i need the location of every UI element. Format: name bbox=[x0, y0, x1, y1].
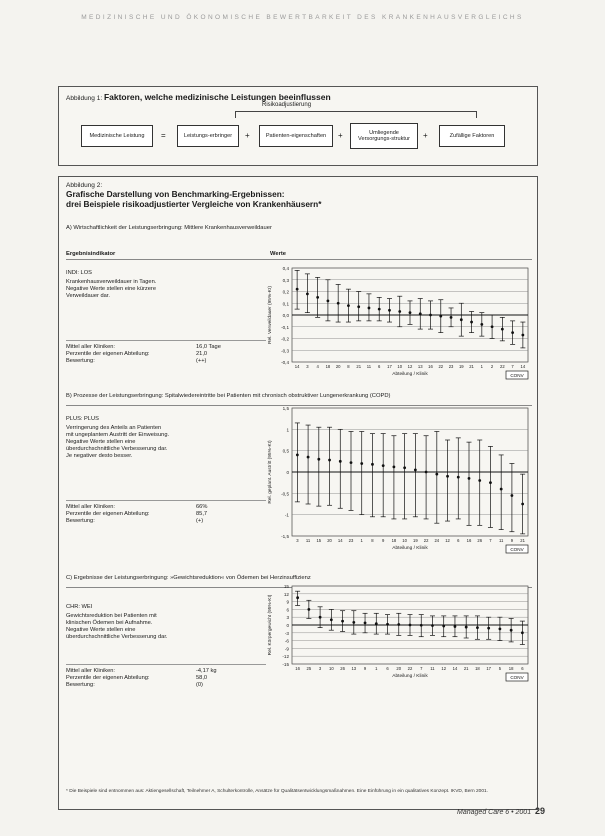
y-tick-label: -0,5 bbox=[281, 491, 289, 497]
data-point bbox=[480, 323, 483, 326]
data-point bbox=[442, 625, 445, 628]
data-point bbox=[341, 620, 344, 623]
operator-plus-1: + bbox=[245, 131, 250, 140]
x-tick-label: 2 bbox=[490, 364, 494, 369]
x-tick-label: 5 bbox=[498, 666, 502, 671]
x-tick-label: 9 bbox=[382, 538, 385, 543]
panel-a-description bbox=[66, 270, 266, 300]
x-tick-label: 6 bbox=[386, 666, 389, 671]
risk-adjustment-bracket bbox=[235, 111, 477, 118]
factor-box-provider: Leistungs-erbringer bbox=[177, 125, 239, 147]
y-tick-label: 1,5 bbox=[282, 406, 289, 411]
x-tick-label: 13 bbox=[417, 364, 423, 369]
data-point bbox=[465, 626, 468, 629]
page-number: 29 bbox=[534, 806, 545, 816]
data-point bbox=[357, 305, 360, 308]
data-point bbox=[347, 304, 350, 307]
data-point bbox=[420, 624, 423, 627]
data-point bbox=[388, 309, 391, 312]
data-point bbox=[328, 459, 331, 462]
x-tick-label: 12 bbox=[445, 538, 450, 543]
x-tick-label: 7 bbox=[489, 538, 492, 543]
data-point bbox=[296, 454, 299, 457]
panel-b bbox=[66, 405, 532, 562]
y-tick-label: -12 bbox=[282, 654, 289, 660]
x-tick-label: 18 bbox=[475, 666, 480, 671]
data-point bbox=[454, 625, 457, 628]
panel-b-code: PLUS: PLUS bbox=[66, 416, 99, 422]
data-point bbox=[371, 463, 374, 466]
data-point bbox=[330, 618, 333, 621]
data-point bbox=[398, 310, 401, 313]
y-tick-label: -3 bbox=[284, 630, 289, 636]
operator-plus-3: + bbox=[423, 131, 428, 140]
x-tick-label: 19 bbox=[458, 364, 464, 369]
x-tick-label: 11 bbox=[499, 538, 504, 543]
x-tick-label: 11 bbox=[305, 538, 311, 543]
x-tick-label: 15 bbox=[316, 538, 322, 543]
y-axis-label: Rel. Verweildauer (95%-KI) bbox=[268, 286, 273, 344]
data-point bbox=[319, 616, 322, 619]
y-tick-label: 0 bbox=[286, 470, 289, 475]
x-tick-label: 20 bbox=[327, 538, 332, 543]
risk-adjustment-label: Risikoadjustierung bbox=[262, 102, 312, 108]
data-point bbox=[478, 479, 481, 482]
data-point bbox=[460, 318, 463, 321]
x-tick-label: 21 bbox=[469, 364, 474, 369]
stat-value: (++) bbox=[196, 358, 207, 364]
figure-1-heading bbox=[59, 87, 537, 102]
x-tick-label: 10 bbox=[402, 538, 407, 543]
data-point bbox=[382, 464, 385, 467]
chart-los bbox=[262, 262, 534, 384]
x-tick-label: 6 bbox=[378, 364, 381, 369]
panel-a-desc-line: Negative Werte stellen eine kürzere bbox=[66, 286, 156, 292]
data-point bbox=[439, 315, 442, 318]
x-tick-label: 14 bbox=[520, 364, 526, 369]
x-tick-label: 3 bbox=[318, 666, 322, 671]
x-tick-label: 11 bbox=[430, 666, 435, 671]
stat-value: 16,0 Tage bbox=[196, 344, 221, 350]
data-point bbox=[419, 312, 422, 315]
x-tick-label: 8 bbox=[347, 364, 350, 369]
journal-name: Managed Care 6 • 2001 bbox=[457, 809, 532, 816]
panel-b-desc-line: Verringerung des Anteils an Patienten bbox=[66, 425, 162, 431]
stat-label: Mittel aller Kliniken: bbox=[66, 504, 115, 510]
x-tick-label: 4 bbox=[316, 364, 319, 369]
data-point bbox=[307, 456, 310, 459]
data-point bbox=[487, 627, 490, 630]
x-tick-label: 21 bbox=[463, 666, 469, 671]
figure-2-footnote: * Die Beispiele sind entnommen aus: Aktiengesellschaft, Teilnehmer A, Schulterkontrolle, Ansätze für Qualitätsentwicklungsmaßnahmen. Eine Einführung in ein qualitatives Konzept. IKVD, Bern 2001. bbox=[66, 789, 489, 794]
data-point bbox=[403, 466, 406, 469]
factor-box-random: Zufällige Faktoren bbox=[439, 125, 505, 147]
x-tick-label: 24 bbox=[434, 538, 440, 543]
column-header-values: Werte bbox=[270, 251, 287, 257]
y-tick-label: 1 bbox=[286, 427, 289, 433]
y-axis-label: Rel. geplant. Austritt (95%-KI) bbox=[268, 440, 273, 504]
y-tick-label: -0,4 bbox=[281, 360, 289, 365]
panel-b-desc-line: überdurchschnittliche Verbesserung dar. bbox=[66, 446, 168, 452]
data-point bbox=[429, 314, 432, 317]
x-tick-label: 11 bbox=[366, 364, 372, 369]
data-point bbox=[425, 471, 428, 474]
x-tick-label: 14 bbox=[337, 538, 343, 543]
data-point bbox=[510, 629, 513, 632]
figure-2-heading bbox=[66, 182, 532, 209]
data-point bbox=[316, 296, 319, 299]
data-point bbox=[409, 624, 412, 627]
data-point bbox=[431, 624, 434, 627]
data-point bbox=[491, 325, 494, 328]
y-tick-label: -15 bbox=[282, 662, 289, 667]
stat-value: 85,7 bbox=[196, 511, 208, 517]
panel-c-desc-line: klinischen Ödemen bei Aufnahme. bbox=[66, 620, 153, 626]
x-tick-label: 23 bbox=[448, 364, 454, 369]
data-point bbox=[501, 328, 504, 331]
x-tick-label: 21 bbox=[520, 538, 525, 543]
chart-weight bbox=[262, 580, 534, 686]
data-point bbox=[350, 461, 353, 464]
data-point bbox=[296, 288, 299, 291]
panel-a-desc-line: Verweildauer dar. bbox=[66, 293, 110, 299]
data-point bbox=[489, 481, 492, 484]
y-axis-label: Rel. Körpergewicht (95%-KI) bbox=[268, 594, 273, 656]
stat-label: Perzentile der eigenen Abteilung: bbox=[66, 675, 150, 681]
data-point bbox=[499, 628, 502, 631]
data-point bbox=[327, 300, 330, 303]
y-tick-label: -0,2 bbox=[281, 336, 289, 342]
y-tick-label: 0,1 bbox=[282, 301, 289, 307]
data-point bbox=[339, 460, 342, 463]
y-tick-label: -1,5 bbox=[281, 534, 289, 539]
y-tick-label: 0,2 bbox=[282, 289, 289, 295]
x-tick-label: 18 bbox=[325, 364, 331, 369]
x-tick-label: 18 bbox=[508, 666, 514, 671]
data-point bbox=[521, 334, 524, 337]
conv-button-label: CONV bbox=[510, 547, 524, 552]
panel-c bbox=[66, 584, 532, 784]
x-tick-label: 22 bbox=[500, 364, 505, 369]
stat-value: -4,17 kg bbox=[196, 668, 217, 674]
x-axis-label: Abteilung / Klinik bbox=[392, 674, 428, 679]
y-tick-label: 12 bbox=[283, 591, 289, 597]
data-point bbox=[375, 622, 378, 625]
data-point bbox=[296, 596, 299, 599]
panel-b-desc-line: Negative Werte stellen eine bbox=[66, 439, 136, 445]
panel-a bbox=[66, 259, 532, 388]
y-tick-label: -6 bbox=[284, 638, 289, 644]
factor-box-care-structure: Umliegende Versorgungs-struktur bbox=[350, 123, 418, 149]
figure-2-title-line2: drei Beispiele risikoadjustierter Vergleiche von Krankenhäusern* bbox=[66, 199, 322, 209]
y-tick-label: 9 bbox=[286, 599, 289, 605]
data-point bbox=[457, 476, 460, 479]
data-point bbox=[435, 473, 438, 476]
data-point bbox=[397, 623, 400, 626]
running-head: MEDIZINISCHE UND ÖKONOMISCHE BEWERTBARKEIT DES KRANKENHAUSVERGLEICHS bbox=[81, 14, 524, 21]
y-tick-label: 6 bbox=[286, 607, 289, 613]
x-tick-label: 20 bbox=[335, 364, 341, 369]
y-tick-label: 3 bbox=[286, 615, 289, 621]
x-tick-label: 22 bbox=[438, 364, 444, 369]
factor-box-medical-service: Medizinische Leistung bbox=[81, 125, 153, 147]
conv-button-label: CONV bbox=[510, 675, 524, 680]
chart-copd bbox=[262, 402, 534, 558]
x-tick-label: 17 bbox=[387, 364, 392, 369]
x-tick-label: 16 bbox=[428, 364, 433, 369]
data-point bbox=[470, 321, 473, 324]
x-tick-label: 1 bbox=[480, 364, 483, 369]
x-tick-label: 22 bbox=[407, 666, 413, 671]
data-point bbox=[352, 621, 355, 624]
y-tick-label: 15 bbox=[283, 584, 289, 589]
panel-a-stats bbox=[66, 344, 266, 365]
data-point bbox=[414, 468, 417, 471]
x-axis-label: Abteilung / Klinik bbox=[392, 546, 428, 551]
x-tick-label: 3 bbox=[296, 538, 299, 543]
figure-2-label: Abbildung 2: bbox=[66, 182, 103, 189]
x-tick-label: 18 bbox=[391, 538, 397, 543]
panel-b-divider bbox=[66, 500, 266, 501]
x-tick-label: 20 bbox=[396, 666, 402, 671]
data-point bbox=[409, 311, 412, 314]
stat-label: Mittel aller Kliniken: bbox=[66, 344, 115, 350]
stat-label: Bewertung: bbox=[66, 518, 95, 524]
data-point bbox=[368, 307, 371, 310]
x-tick-label: 10 bbox=[328, 666, 334, 671]
data-point bbox=[446, 475, 449, 478]
y-tick-label: -0,1 bbox=[281, 324, 289, 330]
x-tick-label: 14 bbox=[294, 364, 300, 369]
x-tick-label: 26 bbox=[340, 666, 345, 671]
stat-label: Bewertung: bbox=[66, 682, 95, 688]
data-point bbox=[317, 458, 320, 461]
data-point bbox=[476, 626, 479, 629]
x-tick-label: 8 bbox=[371, 538, 374, 543]
panel-c-desc-line: Gewichtsreduktion bei Patienten mit bbox=[66, 613, 157, 619]
figure-2-box bbox=[58, 176, 538, 810]
panel-c-divider bbox=[66, 664, 266, 665]
panel-a-code: INDI: LOS bbox=[66, 270, 92, 276]
panel-c-description bbox=[66, 604, 266, 641]
stat-value: 21,0 bbox=[196, 351, 208, 357]
stat-value: (0) bbox=[196, 682, 203, 688]
data-point bbox=[378, 308, 381, 311]
x-tick-label: 23 bbox=[348, 538, 354, 543]
stat-value: 58,0 bbox=[196, 675, 208, 681]
x-tick-label: 16 bbox=[295, 666, 300, 671]
panel-a-desc-line: Krankenhausverweildauer in Tagen. bbox=[66, 279, 157, 285]
x-tick-label: 6 bbox=[521, 666, 524, 671]
y-tick-label: 0,0 bbox=[282, 313, 289, 318]
x-tick-label: 12 bbox=[441, 666, 447, 671]
y-tick-label: 0,3 bbox=[282, 277, 289, 283]
data-point bbox=[364, 622, 367, 625]
stat-label: Perzentile der eigenen Abteilung: bbox=[66, 351, 150, 357]
figure-1-title: Faktoren, welche medizinische Leistungen beeinflussen bbox=[103, 92, 331, 102]
panel-b-description bbox=[66, 416, 266, 460]
column-header-indicator: Ergebnisindikator bbox=[66, 251, 116, 257]
y-tick-label: 0 bbox=[286, 623, 289, 628]
x-tick-label: 14 bbox=[452, 666, 458, 671]
data-point bbox=[386, 623, 389, 626]
x-tick-label: 1 bbox=[375, 666, 378, 671]
y-tick-label: -0,3 bbox=[281, 348, 289, 354]
stat-label: Perzentile der eigenen Abteilung: bbox=[66, 511, 150, 517]
panel-c-desc-line: überdurchschnittliche Verbesserung dar. bbox=[66, 634, 168, 640]
x-tick-label: 17 bbox=[486, 666, 492, 671]
x-tick-label: 12 bbox=[407, 364, 413, 369]
panel-b-desc-line: Je negativer desto besser. bbox=[66, 453, 133, 459]
operator-plus-2: + bbox=[338, 131, 343, 140]
x-tick-label: 6 bbox=[457, 538, 460, 543]
figure-1-label: Abbildung 1: bbox=[66, 95, 103, 102]
y-tick-label: -9 bbox=[284, 646, 289, 652]
factor-box-patient: Patienten-eigenschaften bbox=[259, 125, 333, 147]
figure-1-box bbox=[58, 86, 538, 166]
data-point bbox=[521, 631, 524, 634]
data-point bbox=[337, 302, 340, 305]
x-tick-label: 13 bbox=[351, 666, 357, 671]
x-tick-label: 19 bbox=[413, 538, 418, 543]
stat-label: Bewertung: bbox=[66, 358, 95, 364]
data-point bbox=[468, 477, 471, 480]
x-tick-label: 3 bbox=[306, 364, 309, 369]
operator-equals: = bbox=[161, 131, 166, 140]
y-tick-label: 0,5 bbox=[282, 448, 289, 454]
panel-c-stats bbox=[66, 668, 266, 689]
stat-label: Mittel aller Kliniken: bbox=[66, 668, 115, 674]
x-tick-label: 7 bbox=[511, 364, 514, 369]
data-point bbox=[393, 465, 396, 468]
data-point bbox=[307, 608, 310, 611]
x-axis-label: Abteilung / Klinik bbox=[392, 372, 428, 377]
panel-b-stats bbox=[66, 504, 266, 525]
x-tick-label: 9 bbox=[510, 538, 514, 543]
data-point bbox=[511, 331, 514, 334]
section-a-heading: A) Wirtschaftlichkeit der Leistungserbringung: Mittlere Krankenhausverweildauer bbox=[66, 225, 272, 231]
x-tick-label: 9 bbox=[363, 666, 367, 671]
x-tick-label: 22 bbox=[423, 538, 429, 543]
x-tick-label: 7 bbox=[420, 666, 423, 671]
panel-a-divider bbox=[66, 340, 266, 341]
x-tick-label: 10 bbox=[397, 364, 403, 369]
data-point bbox=[500, 488, 503, 491]
section-c-heading: C) Ergebnisse der Leistungserbringung: »Gewichtsreduktion« von Ödemen bei Herzinsuffizienz bbox=[66, 575, 311, 581]
page-footer bbox=[457, 806, 545, 816]
y-tick-label: 0,4 bbox=[282, 266, 289, 271]
data-point bbox=[306, 292, 309, 295]
data-point bbox=[511, 494, 514, 497]
x-tick-label: 26 bbox=[477, 538, 483, 543]
stat-value: (+) bbox=[196, 518, 204, 524]
x-tick-label: 16 bbox=[466, 538, 472, 543]
panel-c-code: CHR: WEI bbox=[66, 604, 93, 610]
stat-value: 66% bbox=[196, 504, 208, 510]
section-b-heading: B) Prozesse der Leistungserbringung: Spitalwiedereintritte bei Patienten mit chronisch obstruktiver Lungenerkrankung (COPD) bbox=[66, 393, 391, 399]
y-tick-label: -1 bbox=[284, 512, 289, 518]
figure-2-title-line1: Grafische Darstellung von Benchmarking-Ergebnissen: bbox=[66, 189, 285, 199]
x-tick-label: 1 bbox=[360, 538, 363, 543]
panel-b-desc-line: mit ungeplantem Austritt der Einweisung. bbox=[66, 432, 170, 438]
data-point bbox=[450, 316, 453, 319]
x-tick-label: 25 bbox=[306, 666, 312, 671]
data-point bbox=[521, 503, 524, 506]
panel-c-desc-line: Negative Werte stellen eine bbox=[66, 627, 136, 633]
conv-button-label: CONV bbox=[510, 373, 524, 378]
data-point bbox=[360, 462, 363, 465]
x-tick-label: 21 bbox=[356, 364, 362, 369]
